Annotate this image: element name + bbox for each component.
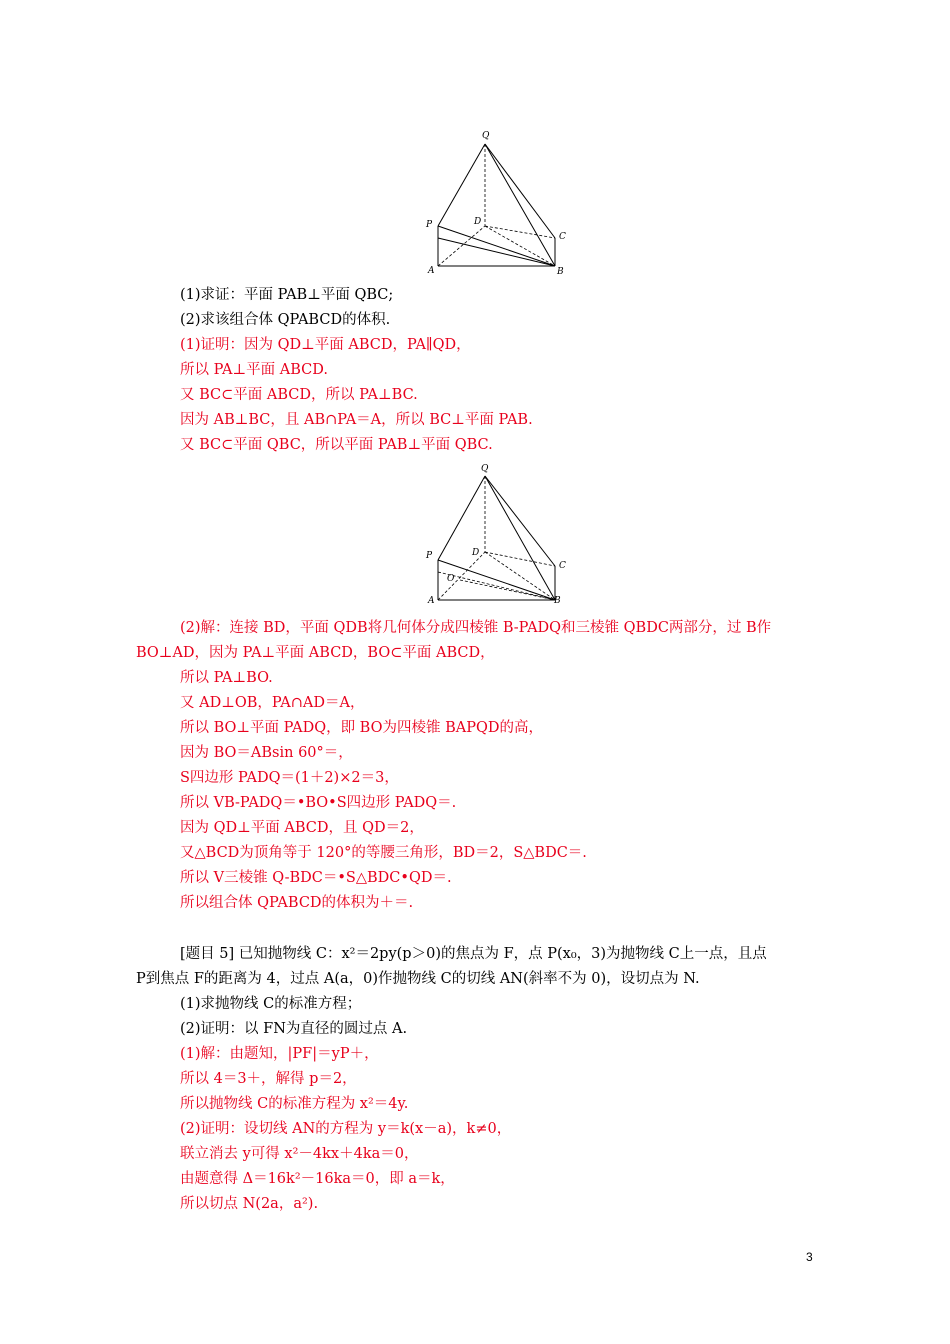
label-p: P: [426, 551, 433, 561]
solution-line: 所以抛物线 C的标准方程为 x²＝4y.: [180, 1096, 409, 1112]
solution-line: 又△BCD为顶角等于 120°的等腰三角形，BD＝2，S△BDC＝.: [180, 845, 587, 861]
solution-line: (2)解：连接 BD，平面 QDB将几何体分成四棱锥 B-PADQ和三棱锥 QBDC两部分，过 B作: [180, 620, 772, 636]
solution-line: (1)解：由题知，|PF|＝yP＋，: [180, 1046, 379, 1062]
label-d: D: [472, 548, 480, 558]
solution-line: BO⊥AD，因为 PA⊥平面 ABCD，BO⊂平面 ABCD，: [136, 645, 495, 661]
solution-line: 所以 PA⊥平面 ABCD.: [180, 362, 328, 378]
problem-5-statement: [题目 5] 已知抛物线 C：x²＝2py(p＞0)的焦点为 F，点 P(x₀，3)为抛物线 C上一点，且点: [180, 946, 767, 962]
solution-line: 又 AD⊥OB，PA∩AD＝A，: [180, 695, 365, 711]
label-d: D: [474, 217, 482, 227]
solution-line: 联立消去 y可得 x²－4kx＋4ka＝0，: [180, 1146, 419, 1162]
solution-line: (1)证明：因为 QD⊥平面 ABCD，PA∥QD，: [180, 337, 471, 353]
problem-question-2: (2)证明：以 FN为直径的圆过点 A.: [180, 1021, 408, 1037]
label-b: B: [554, 596, 561, 606]
solution-line: 因为 BO＝ABsin 60°＝，: [180, 745, 353, 761]
problem-question-1: (1)求证：平面 PAB⊥平面 QBC;: [180, 287, 394, 303]
solution-line: 因为 AB⊥BC，且 AB∩PA＝A，所以 BC⊥平面 PAB.: [180, 412, 533, 428]
solution-line: 又 BC⊂平面 QBC，所以平面 PAB⊥平面 QBC.: [180, 437, 493, 453]
problem-5-statement: P到焦点 F的距离为 4，过点 A(a，0)作抛物线 C的切线 AN(斜率不为 0)，设切点为 N.: [136, 971, 700, 987]
solution-line: (2)证明：设切线 AN的方程为 y＝k(x－a)，k≠0，: [180, 1121, 512, 1137]
solution-line: 所以 4＝3＋，解得 p＝2，: [180, 1071, 357, 1087]
solution-line: 又 BC⊂平面 ABCD，所以 PA⊥BC.: [180, 387, 418, 403]
solution-line: 因为 QD⊥平面 ABCD，且 QD＝2，: [180, 820, 424, 836]
solution-line: 由题意得 Δ＝16k²－16ka＝0，即 a＝k，: [180, 1171, 455, 1187]
label-a: A: [428, 266, 435, 276]
pyramid-figure-2: [420, 462, 580, 612]
pyramid-figure-1: [420, 128, 580, 278]
solution-line: 所以 V三棱锥 Q-BDC＝•S△BDC•QD＝.: [180, 870, 452, 886]
label-q: Q: [482, 131, 490, 141]
label-c: C: [559, 232, 566, 242]
label-a: A: [428, 596, 435, 606]
label-b: B: [557, 267, 564, 277]
solution-line: 所以 PA⊥BO.: [180, 670, 273, 686]
label-c: C: [559, 561, 566, 571]
page-number: 3: [806, 1250, 813, 1264]
solution-line: 所以 VB-PADQ＝•BO•S四边形 PADQ＝.: [180, 795, 457, 811]
label-q: Q: [481, 464, 489, 474]
problem-question-1: (1)求抛物线 C的标准方程；: [180, 996, 362, 1012]
solution-line: 所以切点 N(2a，a²).: [180, 1196, 319, 1212]
solution-line: 所以组合体 QPABCD的体积为＋＝.: [180, 895, 414, 911]
label-o: O: [447, 574, 455, 584]
problem-question-2: (2)求该组合体 QPABCD的体积.: [180, 312, 391, 328]
solution-line: 所以 BO⊥平面 PADQ，即 BO为四棱锥 BAPQD的高，: [180, 720, 544, 736]
solution-line: S四边形 PADQ＝(1＋2)×2＝3，: [180, 770, 399, 786]
label-p: P: [426, 220, 433, 230]
